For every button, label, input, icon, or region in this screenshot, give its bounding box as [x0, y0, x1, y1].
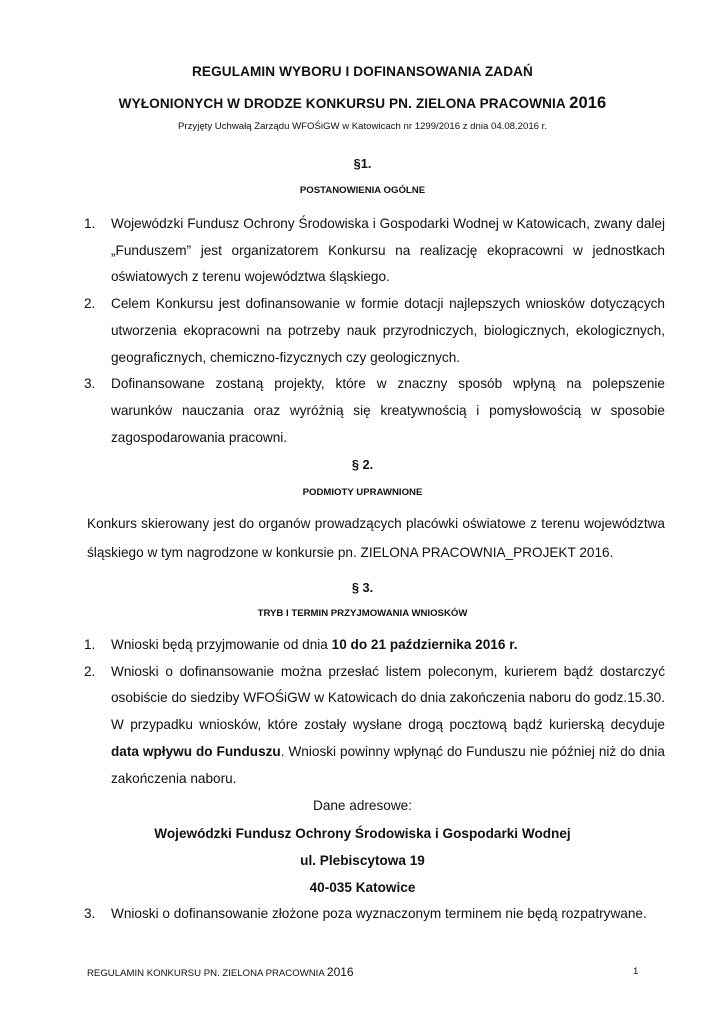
- document-title-line1: REGULAMIN WYBORU I DOFINANSOWANIA ZADAŃ: [192, 64, 533, 79]
- item-date-range: 10 do 21 października 2016 r.: [331, 637, 518, 652]
- address-label: Dane adresowe:: [313, 798, 412, 813]
- item-text: Wojewódzki Fundusz Ochrony Środowiska i Gospodarki Wodnej w Katowicach, zwany dalej „Funduszem” jest organizatorem Konkursu na realizację ekopracowni w jednostkach oświatowych z terenu województwa śląskiego.: [111, 216, 665, 285]
- item-text: Wnioski będą przyjmowanie od dnia: [111, 637, 332, 652]
- item-number: 1.: [84, 216, 96, 231]
- list-item: [84, 291, 665, 371]
- address-street: ul. Plebiscytowa 19: [300, 853, 425, 868]
- page-number: 1: [633, 966, 639, 977]
- address-name: Wojewódzki Fundusz Ochrony Środowiska i Gospodarki Wodnej: [154, 826, 571, 841]
- footer-year: 2016: [326, 965, 354, 979]
- title-line2-text: WYŁONIONYCH W DRODZE KONKURSU PN. ZIELONA PRACOWNIA: [118, 96, 566, 111]
- list-item: [84, 211, 665, 291]
- item-number: 1.: [84, 637, 96, 652]
- item-number: 2.: [84, 296, 96, 312]
- section2-heading: PODMIOTY UPRAWNIONE: [302, 487, 423, 498]
- list-item: [84, 371, 665, 451]
- footer-label: REGULAMIN KONKURSU PN. ZIELONA PRACOWNIA: [87, 968, 325, 979]
- item-number: 3.: [84, 906, 96, 921]
- title-year: 2016: [569, 94, 607, 112]
- list-item: [84, 632, 665, 659]
- section3-number: § 3.: [351, 580, 374, 595]
- item-text: Dofinansowane zostaną projekty, które w znaczny sposób wpłyną na polepszenie warunków nauczania oraz wyróżnią się kreatywnością i pomysłowością w sposobie zagospodarowania pracowni.: [111, 376, 665, 445]
- section2-paragraph: Konkurs skierowany jest do organów prowadzących placówki oświatowe z terenu województwa śląskiego w tym nagrodzone w konkursie pn. ZIELONA PRACOWNIA_PROJEKT 2016.: [87, 516, 665, 560]
- document-subtitle: Przyjęty Uchwałą Zarządu WFOŚiGW w Katowicach nr 1299/2016 z dnia 04.08.2016 r.: [178, 121, 547, 132]
- section3-heading: TRYB I TERMIN PRZYJMOWANIA WNIOSKÓW: [257, 608, 468, 619]
- section1-list: [84, 211, 665, 451]
- item-text: Celem Konkursu jest dofinansowanie w formie dotacji najlepszych wniosków dotyczących utworzenia ekopracowni na potrzeby nauk przyrodniczych, biologicznych, ekologicznych, geograficznych, chemiczno-fizycznych czy geologicznych.: [111, 296, 665, 365]
- section1-heading: POSTANOWIENIA OGÓLNE: [299, 185, 426, 196]
- item-number: 2.: [84, 663, 96, 679]
- section3-list: [84, 632, 665, 792]
- item-text-end: . Wnioski powinny wpłynąć do Funduszu nie później niż do dnia zakończenia naboru.: [111, 743, 665, 786]
- item-text: Wnioski o dofinansowanie złożone poza wyznaczonym terminem nie będą rozpatrywane.: [111, 906, 647, 921]
- page-footer: [87, 965, 354, 979]
- section2-number: § 2.: [351, 457, 374, 472]
- section1-number: §1.: [353, 156, 372, 171]
- address-city: 40-035 Katowice: [309, 880, 416, 895]
- item-number: 3.: [84, 376, 96, 392]
- section3-list-cont: [84, 901, 665, 928]
- list-item: [84, 659, 665, 793]
- document-title-line2: [0, 94, 725, 113]
- item-emphasis: data wpływu do Funduszu: [111, 743, 281, 759]
- list-item: [84, 901, 665, 928]
- item-text: Wnioski o dofinansowanie można przesłać listem poleconym, kurierem bądź dostarczyć osobiście do siedziby WFOŚiGW w Katowicach do dnia zakończenia naboru do godz.15.30. W przypadku wniosków, które zostały wysłane drogą pocztową bądź kurierską decyduje: [111, 663, 665, 733]
